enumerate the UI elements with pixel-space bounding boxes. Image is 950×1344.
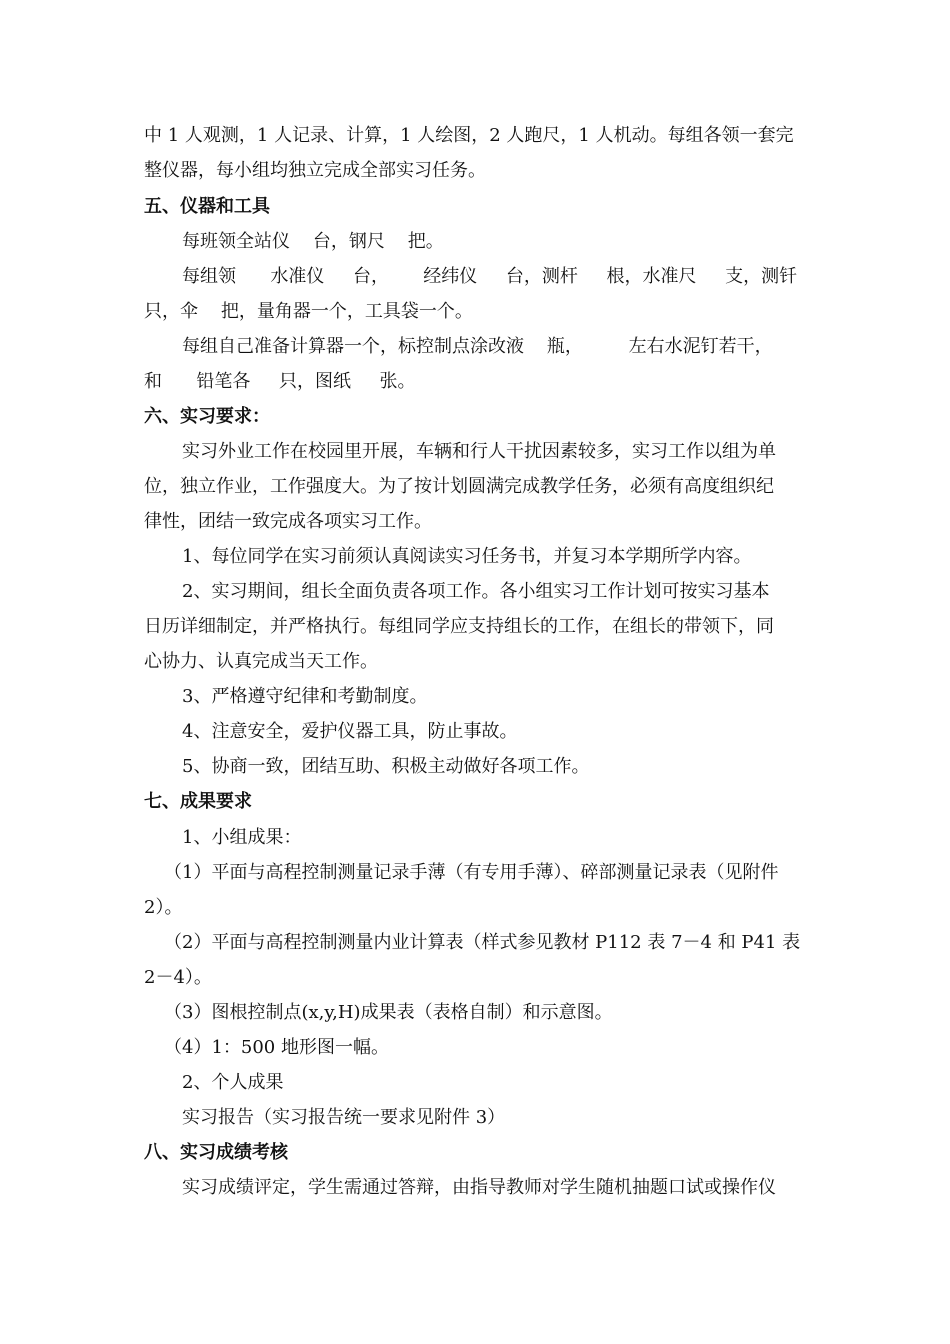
paragraph-line: 心协力、认真完成当天工作。 [144,651,378,672]
list-item: （4）1：500 地形图一幅。 [164,1037,389,1058]
paragraph-line: 整仪器，每小组均独立完成全部实习任务。 [144,160,486,181]
list-item: 1、每位同学在实习前须认真阅读实习任务书，并复习本学期所学内容。 [182,546,752,567]
paragraph-line: 每组自己准备计算器一个，标控制点涂改液 瓶， 左右水泥钉若干， [182,336,773,357]
list-item: 2、个人成果 [182,1072,284,1093]
paragraph-line: 和 铅笔各 只，图纸 张。 [144,371,416,392]
paragraph-line: 每班领全站仪 台，钢尺 把。 [182,231,444,252]
list-item: 1、小组成果： [182,827,302,848]
paragraph-line: 实习成绩评定，学生需通过答辩，由指导教师对学生随机抽题口试或操作仪 [182,1177,776,1198]
list-item: （2）平面与高程控制测量内业计算表（样式参见教材 P112 表 7－4 和 P41 表 [164,932,801,953]
paragraph-line: 每组领 水准仪 台， 经纬仪 台，测杆 根，水准尺 支，测钎 [182,266,798,287]
section-heading-8: 八、实习成绩考核 [144,1142,288,1163]
section-heading-5: 五、仪器和工具 [144,196,270,217]
paragraph-line: 2）。 [144,897,183,918]
list-item: 3、严格遵守纪律和考勤制度。 [182,686,428,707]
list-item: 2、实习期间，组长全面负责各项工作。各小组实习工作计划可按实习基本 [182,581,770,602]
paragraph-line: 实习外业工作在校园里开展，车辆和行人干扰因素较多，实习工作以组为单 [182,441,776,462]
list-item: 5、协商一致，团结互助、积极主动做好各项工作。 [182,756,590,777]
paragraph-line: 实习报告（实习报告统一要求见附件 3） [182,1107,506,1128]
paragraph-line: 位，独立作业，工作强度大。为了按计划圆满完成教学任务，必须有高度组织纪 [144,476,774,497]
list-item: （3）图根控制点(x,y,H)成果表（表格自制）和示意图。 [164,1002,613,1023]
paragraph-line: 日历详细制定，并严格执行。每组同学应支持组长的工作，在组长的带领下，同 [144,616,774,637]
paragraph-line: 律性，团结一致完成各项实习工作。 [144,511,432,532]
paragraph-line: 2－4）。 [144,967,212,988]
paragraph-line: 中 1 人观测，1 人记录、计算，1 人绘图，2 人跑尺，1 人机动。每组各领一套完 [144,125,794,146]
paragraph-line: 只，伞 把，量角器一个，工具袋一个。 [144,301,473,322]
section-heading-7: 七、成果要求 [144,791,252,812]
section-heading-6: 六、实习要求： [144,406,270,427]
list-item: （1）平面与高程控制测量记录手薄（有专用手薄）、碎部测量记录表（见附件 [164,862,779,883]
list-item: 4、注意安全，爱护仪器工具，防止事故。 [182,721,518,742]
